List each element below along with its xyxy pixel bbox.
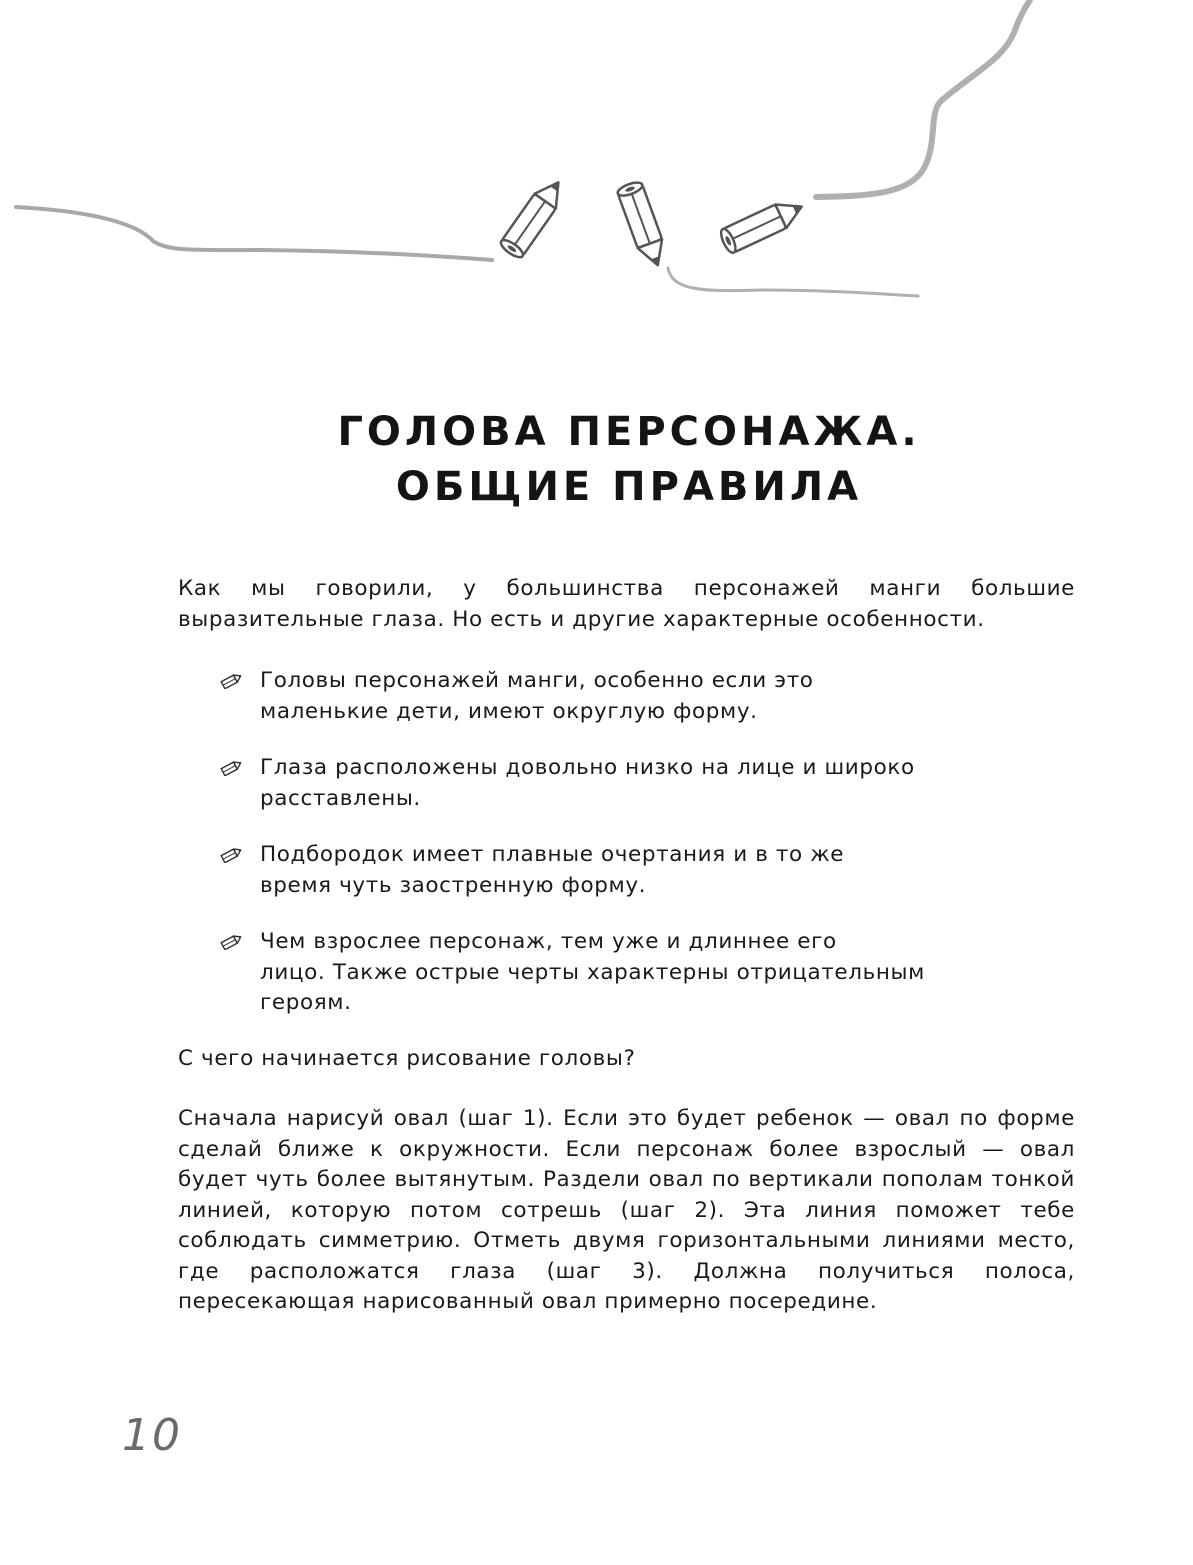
pencil-icon [218, 847, 244, 863]
decorative-wavy-line-left [16, 207, 492, 260]
question-paragraph: С чего начинается рисование головы? [178, 1046, 636, 1071]
pencil-icon [218, 934, 244, 950]
page-number: 10 [122, 1410, 182, 1461]
list-item [218, 666, 978, 727]
page-title-line-2: ОБЩИЕ ПРАВИЛА [395, 464, 863, 510]
pencil-icon [218, 760, 244, 776]
list-item [218, 753, 978, 814]
decorative-wavy-line-bottom [668, 268, 918, 296]
list-item-line: Чем взрослее персонаж, тем уже и длиннее его [260, 929, 837, 954]
list-item-line: Подбородок имеет плавные очертания и в то же [260, 842, 845, 867]
decorative-wavy-line-right [816, 0, 1030, 197]
header-decoration [0, 0, 1193, 320]
pencil-icon [718, 195, 807, 255]
feature-list [218, 666, 978, 1045]
pencil-icon [498, 175, 569, 260]
list-item [218, 927, 978, 1019]
list-item-line: время чуть заостренную форму. [260, 872, 647, 898]
list-item-line: лицо. Также острые черты характерны отрицательным [260, 959, 925, 985]
list-item-line: маленькие дети, имеют округлую форму. [260, 698, 758, 724]
list-item-line: Глаза расположены довольно низко на лице и широко [260, 755, 915, 780]
pencil-icon [616, 180, 670, 270]
intro-paragraph: Как мы говорили, у большинства персонажей манги большие выразительные глаза. Но есть и другие характерные особенности. [178, 576, 1075, 632]
list-item-line: героям. [260, 990, 352, 1015]
page-title [0, 405, 1193, 515]
body-paragraph: Сначала нарисуй овал (шаг 1). Если это будет ребенок — овал по форме сделай ближе к окружности. Если персонаж более взрослый — овал будет чуть более вытянутым. Раздели овал по вертикали пополам тонкой линией, которую потом сотрешь (шаг 2). Эта линия поможет тебе соблюдать симметрию. Отметь двумя горизонтальными линиями место, где расположатся глаза (шаг 3). Должна получиться полоса, пересекающая нарисованный овал примерно посередине. [178, 1106, 1075, 1314]
list-item [218, 840, 978, 901]
page-title-line-1: ГОЛОВА ПЕРСОНАЖА. [337, 409, 921, 455]
pencil-icon [218, 673, 244, 689]
list-item-line: Головы персонажей манги, особенно если это [260, 668, 814, 693]
list-item-line: расставлены. [260, 785, 421, 811]
